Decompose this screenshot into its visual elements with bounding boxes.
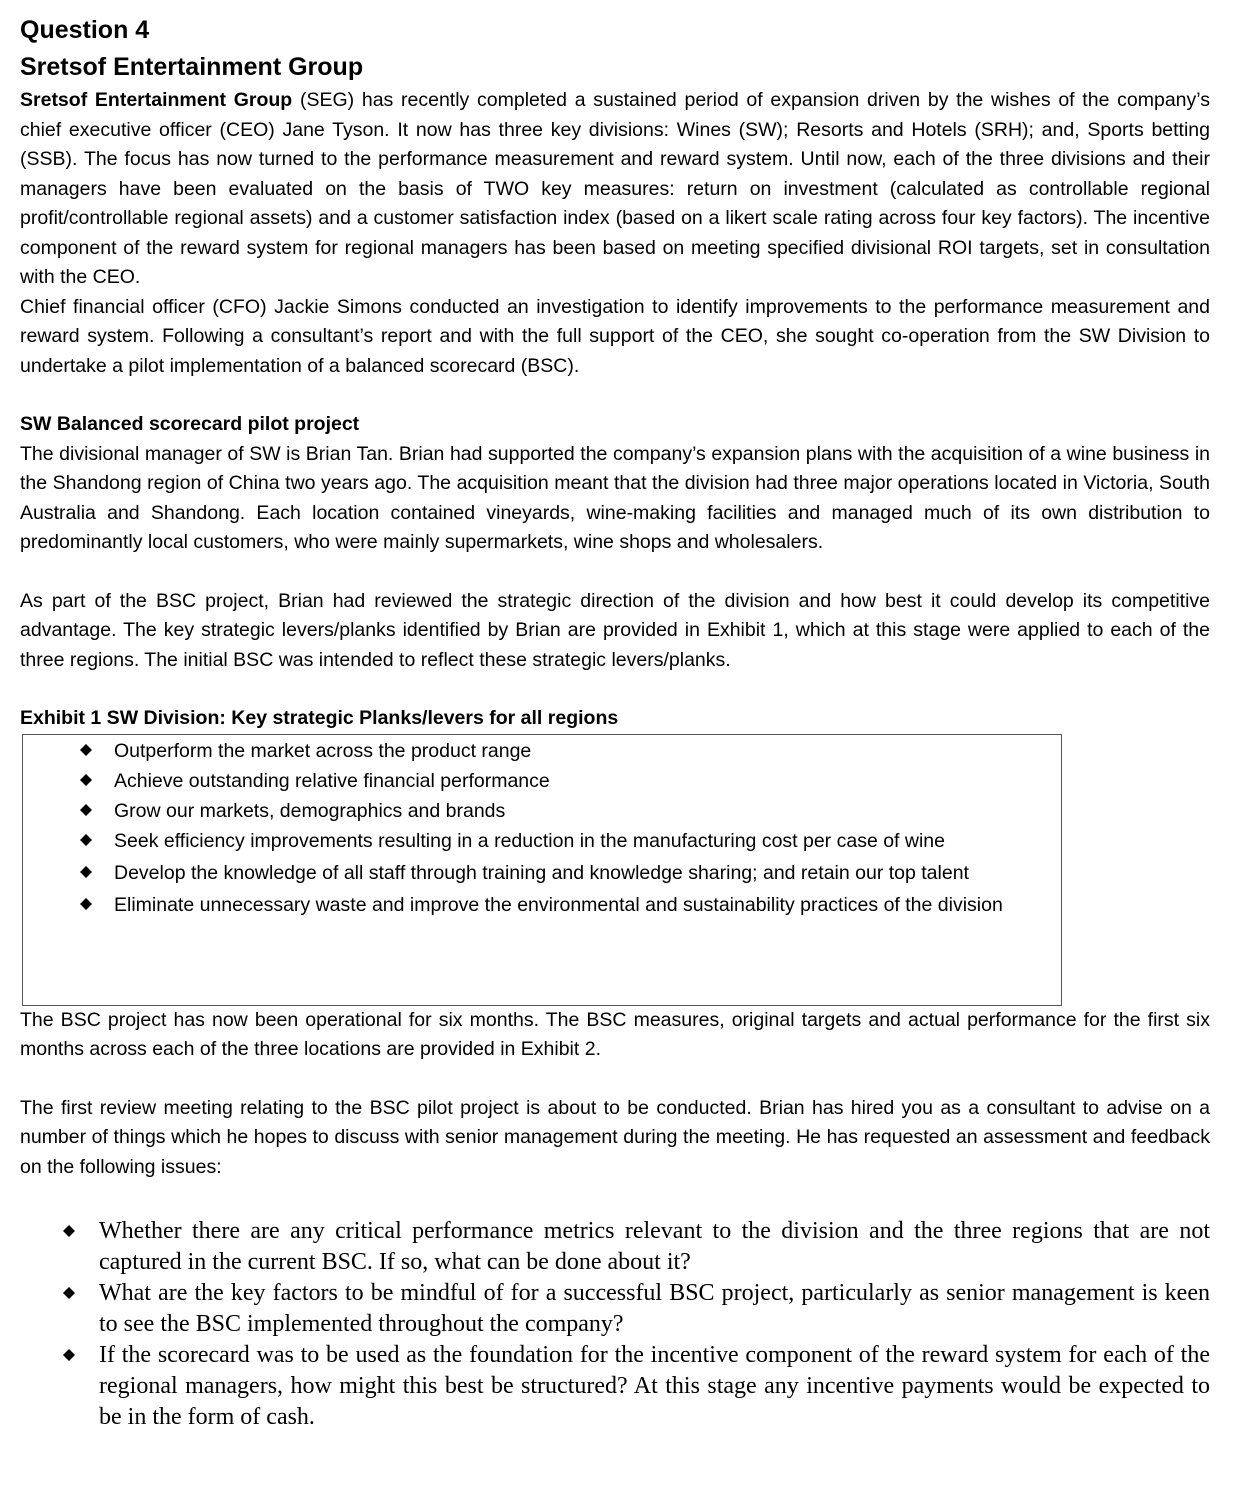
question-title: Question 4	[20, 16, 150, 44]
diamond-bullet-icon	[63, 1349, 75, 1361]
exhibit1-item: Grow our markets, demographics and brands	[23, 796, 1061, 826]
exhibit1-item: Seek efficiency improvements resulting in a reduction in the manufacturing cost per case of wine	[23, 826, 1061, 856]
intro-paragraph-1	[20, 86, 1210, 293]
exhibit1-item: Eliminate unnecessary waste and improve the environmental and sustainability practices of the division	[23, 890, 1061, 920]
after-paragraph-1: The BSC project has now been operational for six months. The BSC measures, original targets and actual performance for the first six months across each of the three locations are provided in Exhibit 2.	[20, 1008, 1210, 1060]
intro-paragraph-2: Chief financial officer (CFO) Jackie Simons conducted an investigation to identify improvements to the performance measurement and reward system. Following a consultant’s report and with the full support of the CEO, she sought co-operation from the SW Division to undertake a pilot implementation of a balanced scorecard (BSC).	[20, 295, 1210, 377]
pilot-paragraph-2: As part of the BSC project, Brian had reviewed the strategic direction of the division and how best it could develop its competitive advantage. The key strategic levers/planks identified by Brian are provided in Exhibit 1, which at this stage were applied to each of the three regions. The initial BSC was intended to reflect these strategic levers/planks.	[20, 589, 1210, 671]
exhibit1-list	[23, 736, 1061, 920]
diamond-bullet-icon	[63, 1287, 75, 1299]
issue-item: Whether there are any critical performance metrics relevant to the division and the three regions that are not captured in the current BSC. If so, what can be done about it?	[20, 1216, 1210, 1278]
diamond-bullet-icon	[80, 897, 92, 909]
company-title: Sretsof Entertainment Group	[20, 53, 364, 81]
issues-list	[20, 1216, 1210, 1433]
intro-paragraph-1-text: (SEG) has recently completed a sustained period of expansion driven by the wishes of the company’s chief executive officer (CEO) Jane Tyson. It now has three key divisions: Wines (SW); Resorts and Hotels (SRH); and, Sports betting (SSB). The focus has now turned to the performance measurement and reward system. Until now, each of the three divisions and their managers have been evaluated on the basis of TWO key measures: return on investment (calculated as controllable regional profit/controllable regional assets) and a customer satisfaction index (based on a likert scale rating across four key factors). The incentive component of the reward system for regional managers has been based on meeting specified divisional ROI targets, set in consultation with the CEO.	[20, 89, 1210, 288]
diamond-bullet-icon	[80, 773, 92, 785]
exhibit1-item: Outperform the market across the product range	[23, 736, 1061, 766]
diamond-bullet-icon	[63, 1225, 75, 1237]
document-page	[20, 12, 1210, 1433]
issue-item: If the scorecard was to be used as the foundation for the incentive component of the reward system for each of the regional managers, how might this best be structured? At this stage any incentive payments would be expected to be in the form of cash.	[20, 1340, 1210, 1433]
exhibit1-heading: Exhibit 1 SW Division: Key strategic Planks/levers for all regions	[20, 707, 619, 729]
diamond-bullet-icon	[80, 743, 92, 755]
pilot-heading: SW Balanced scorecard pilot project	[20, 413, 360, 435]
exhibit1-item: Achieve outstanding relative financial performance	[23, 766, 1061, 796]
exhibit1-item: Develop the knowledge of all staff through training and knowledge sharing; and retain our top talent	[23, 858, 1061, 888]
pilot-paragraph-1: The divisional manager of SW is Brian Tan. Brian had supported the company’s expansion plans with the acquisition of a wine business in the Shandong region of China two years ago. The acquisition meant that the division had three major operations located in Victoria, South Australia and Shandong. Each location contained vineyards, wine-making facilities and managed much of its own distribution to predominantly local customers, who were mainly supermarkets, wine shops and wholesalers.	[20, 442, 1210, 553]
diamond-bullet-icon	[80, 833, 92, 845]
diamond-bullet-icon	[80, 803, 92, 815]
intro-lead-bold: Sretsof Entertainment Group	[20, 89, 293, 111]
after-paragraph-2: The first review meeting relating to the BSC pilot project is about to be conducted. Brian has hired you as a consultant to advise on a number of things which he hopes to discuss with senior management during the meeting. He has requested an assessment and feedback on the following issues:	[20, 1096, 1210, 1178]
exhibit1-box	[22, 734, 1062, 1006]
issue-item: What are the key factors to be mindful of for a successful BSC project, particularly as senior management is keen to see the BSC implemented throughout the company?	[20, 1278, 1210, 1340]
diamond-bullet-icon	[80, 865, 92, 877]
